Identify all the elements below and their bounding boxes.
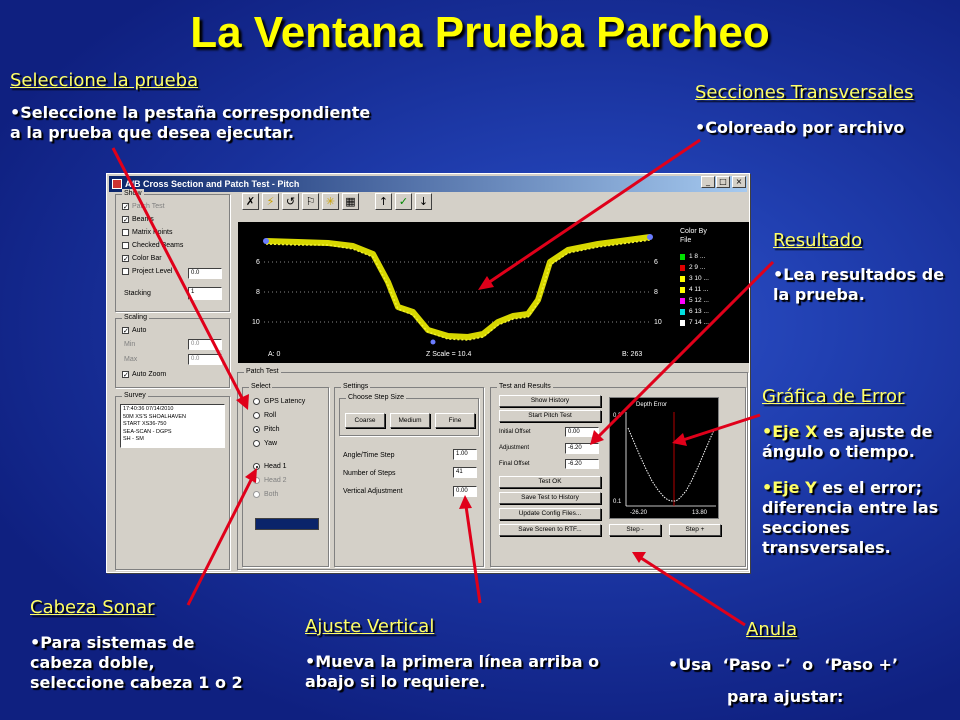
arrow-result	[599, 262, 773, 436]
callout-line: transversales.	[762, 538, 891, 557]
matrix-points-label: Matrix Points	[132, 229, 173, 236]
survey-line: SH - SM	[123, 436, 144, 442]
error-y-bottom: 0.1	[613, 499, 622, 505]
beams-checkbox[interactable]: ✓	[123, 216, 129, 224]
left-depth-tick: 6	[256, 259, 260, 266]
error-graph-x-text	[762, 422, 933, 462]
callout-line: es el error;	[816, 478, 922, 497]
final-offset-label: Final Offset	[499, 461, 530, 467]
max-input[interactable]: 0.0	[188, 354, 222, 365]
sonar-head-heading: Cabeza Sonar	[30, 597, 155, 618]
color-by-label: Color By	[680, 228, 707, 235]
initial-offset-label: Initial Offset	[499, 429, 531, 435]
undo-heading: Anula	[746, 619, 798, 640]
arrowhead	[478, 276, 494, 290]
error-y-top: 0.3	[613, 413, 622, 419]
right-depth-tick: 8	[654, 289, 658, 296]
min-input[interactable]: 0.0	[188, 339, 222, 350]
arrow-undo	[641, 558, 745, 625]
callout-line: ángulo o tiempo.	[762, 442, 915, 461]
stacking-label: Stacking	[124, 290, 151, 297]
arrow-cross-sections	[488, 140, 700, 283]
update-config-button[interactable]: Update Config Files...	[499, 508, 601, 520]
num-steps-label: Number of Steps	[343, 470, 396, 477]
callout-emphasis: •Eje X	[762, 422, 818, 441]
auto-zoom-label: Auto Zoom	[132, 371, 167, 378]
final-offset-input[interactable]: -6.20	[565, 459, 599, 469]
b-label: B: 263	[622, 351, 643, 358]
pitch-label: Pitch	[264, 426, 280, 433]
legend-label: 1 8 ...	[689, 253, 706, 260]
max-label: Max	[124, 356, 138, 363]
test-ok-button[interactable]: Test OK	[499, 476, 601, 488]
auto-scaling-label: Auto	[132, 327, 147, 334]
save-screen-button[interactable]: Save Screen to RTF...	[499, 524, 601, 536]
callout-line: secciones	[762, 518, 850, 537]
survey-line: START XS36-750	[123, 421, 167, 427]
callout-line: es ajuste de	[817, 422, 933, 441]
error-graph-heading: Gráfica de Error	[762, 386, 905, 407]
scaling-group-label: Scaling	[124, 314, 147, 321]
z-scale-label: Z Scale = 10.4	[426, 351, 472, 358]
result-heading: Resultado	[773, 230, 863, 251]
error-x-right: 13.80	[692, 510, 708, 516]
step-minus-button[interactable]: Step -	[609, 524, 661, 536]
num-steps-input[interactable]: 41	[453, 467, 477, 478]
arrow-select-tab	[113, 148, 243, 400]
maximize-button[interactable]: □	[716, 176, 730, 188]
arrow-vertical-adjust	[466, 506, 480, 603]
project-level-label: Project Level	[132, 268, 173, 275]
patch-test-checkbox[interactable]: ✓	[123, 203, 129, 211]
color-bar-checkbox[interactable]: ✓	[123, 255, 129, 263]
head-2-label: Head 2	[264, 477, 287, 484]
down-arrow-button[interactable]: ↓	[415, 193, 432, 210]
show-group-label: Show	[124, 190, 142, 197]
callout-line: la prueba.	[773, 285, 865, 304]
color-bar-label: Color Bar	[132, 255, 162, 262]
patch-test-label: Patch Test	[132, 203, 165, 210]
survey-line: 17:40:36 07/14/2010	[123, 406, 174, 412]
result-text	[773, 265, 944, 305]
survey-group-label: Survey	[124, 392, 146, 399]
medium-button[interactable]: Medium	[390, 413, 430, 428]
adjustment-label: Adjustment	[499, 445, 530, 451]
callout-line: seleccione cabeza 1 o 2	[30, 673, 243, 692]
gps-latency-label: GPS Latency	[264, 398, 306, 405]
arrow-error-graph	[683, 415, 760, 440]
vertical-adjust-text	[305, 652, 599, 692]
adjustment-input[interactable]: -6.20	[565, 443, 599, 454]
left-depth-tick: 8	[256, 289, 260, 296]
arrow-sonar-head	[188, 478, 252, 605]
step-plus-button[interactable]: Step +	[669, 524, 721, 536]
angle-step-input[interactable]: 1.00	[453, 449, 477, 460]
callout-line: •Mueva la primera línea arriba o	[305, 652, 600, 671]
legend-label: 2 9 ...	[689, 264, 706, 271]
patch-test-group-label: Patch Test	[246, 368, 279, 375]
check-button[interactable]: ✓	[395, 193, 412, 210]
sun-tool-button[interactable]: ✳	[322, 193, 339, 210]
stacking-stepper[interactable]: 1	[188, 287, 222, 300]
left-depth-tick: 10	[252, 319, 260, 326]
settings-group-label: Settings	[343, 383, 369, 390]
lightning-tool-button[interactable]: ⚡	[262, 193, 279, 210]
refresh-tool-button[interactable]: ↺	[282, 193, 299, 210]
project-level-input[interactable]: 0.0	[188, 268, 222, 279]
error-graph-y-text	[762, 478, 938, 558]
roll-label: Roll	[264, 412, 277, 419]
callout-line: •Seleccione la pestaña correspondiente	[10, 103, 371, 122]
undo-text-line2: para ajustar:	[727, 687, 844, 706]
checked-beams-label: Checked Beams	[132, 242, 184, 249]
cross-sections-text: •Coloreado por archivo	[695, 118, 905, 137]
survey-line: 50M XS'S SHOALHAVEN	[123, 413, 186, 420]
up-arrow-button[interactable]: ↑	[375, 193, 392, 210]
callout-line: a la prueba que desea ejecutar.	[10, 123, 295, 142]
a-label: A: 0	[268, 351, 281, 358]
save-to-history-button[interactable]: Save Test to History	[499, 492, 601, 504]
right-depth-tick: 6	[654, 259, 658, 266]
step-size-label: Choose Step Size	[348, 394, 405, 401]
select-test-text	[10, 103, 370, 143]
coarse-button[interactable]: Coarse	[345, 413, 385, 428]
show-history-button[interactable]: Show History	[499, 395, 601, 407]
min-label: Min	[124, 341, 136, 348]
close-button[interactable]: ×	[732, 176, 746, 188]
beams-label: Beams	[132, 216, 154, 223]
grid-tool-button[interactable]: ▦	[342, 193, 359, 210]
legend-label: 5 12 ...	[689, 297, 709, 304]
depth-error-title: Depth Error	[636, 402, 668, 408]
yaw-label: Yaw	[264, 440, 278, 447]
test-results-label: Test and Results	[499, 383, 551, 390]
slide-title: La Ventana Prueba Parcheo	[190, 8, 770, 57]
legend-label: 3 10 ...	[689, 275, 709, 282]
head-1-label: Head 1	[264, 463, 287, 470]
arrowhead	[459, 495, 472, 509]
auto-scaling-checkbox[interactable]: ✓	[123, 327, 129, 335]
vertical-adjust-heading: Ajuste Vertical	[305, 616, 435, 637]
flag-tool-button[interactable]: ⚐	[302, 193, 319, 210]
start-pitch-test-button[interactable]: Start Pitch Test	[499, 410, 601, 422]
callout-line: diferencia entre las	[762, 498, 939, 517]
cross-sections-heading: Secciones Transversales	[695, 82, 914, 103]
callout-line: •Lea resultados de	[773, 265, 945, 284]
error-x-left: -26.20	[630, 510, 648, 516]
right-depth-tick: 10	[654, 319, 662, 326]
angle-step-label: Angle/Time Step	[343, 452, 395, 459]
minimize-button[interactable]: _	[701, 176, 715, 188]
callout-line: cabeza doble,	[30, 653, 155, 672]
select-group-label: Select	[251, 383, 271, 390]
vert-adj-input[interactable]: 0.00	[453, 486, 477, 497]
survey-line: SEA-SCAN - DGPS	[123, 428, 172, 435]
select-test-heading: Seleccione la prueba	[10, 70, 199, 91]
auto-zoom-checkbox[interactable]: ✓	[123, 371, 129, 379]
initial-offset-input[interactable]: 0.00	[565, 427, 599, 437]
cancel-tool-button[interactable]: ✗	[242, 193, 259, 210]
vert-adj-label: Vertical Adjustment	[343, 488, 403, 495]
arrowhead	[672, 433, 687, 446]
undo-text-line1: •Usa ‘Paso –’ o ‘Paso +’	[668, 655, 899, 674]
legend-label: 6 13 ...	[689, 308, 709, 315]
legend-label: 7 14 ...	[689, 319, 709, 326]
sonar-head-text	[30, 633, 243, 693]
file-label: File	[680, 237, 692, 244]
callout-line: •Para sistemas de	[30, 633, 195, 652]
callout-line: abajo si lo requiere.	[305, 672, 486, 691]
both-heads-label: Both	[264, 491, 279, 498]
fine-button[interactable]: Fine	[435, 413, 475, 428]
callout-emphasis: •Eje Y	[762, 478, 817, 497]
legend-label: 4 11 ...	[689, 286, 709, 293]
window-title: A/B Cross Section and Patch Test - Pitch	[125, 179, 300, 189]
